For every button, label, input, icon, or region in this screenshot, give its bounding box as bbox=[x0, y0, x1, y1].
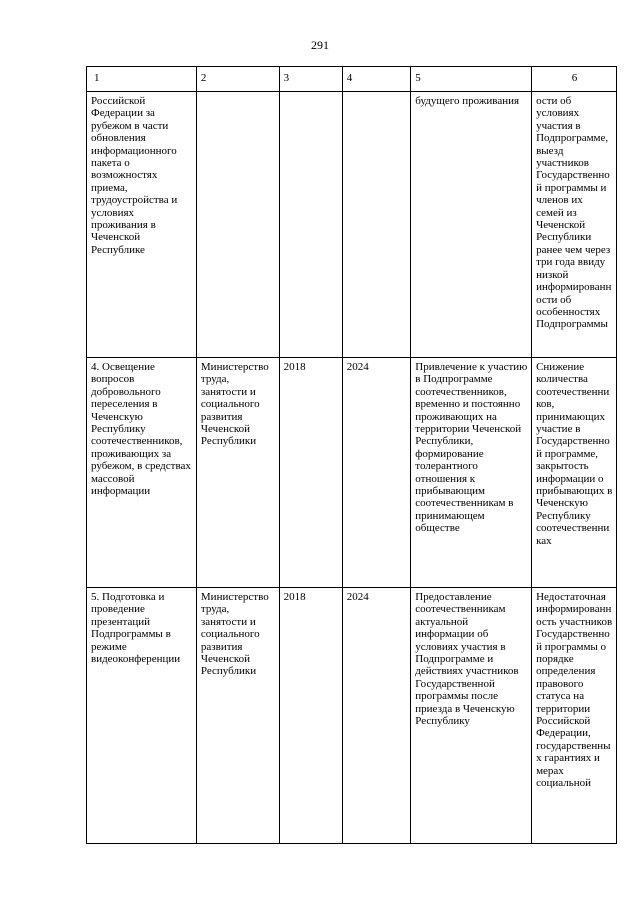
column-header-3: 3 bbox=[279, 67, 342, 92]
column-header-4: 4 bbox=[342, 67, 411, 92]
cell-measure: Российской Федерации за рубежом в части обновления информационного пакета о возможностях приема, трудоустройства и условиях проживания в Чеченской Республике bbox=[87, 92, 197, 358]
column-header-1: 1 bbox=[87, 67, 197, 92]
cell-executor: Министерство труда, занятости и социального развития Чеченской Республики bbox=[196, 358, 279, 588]
column-header-2: 2 bbox=[196, 67, 279, 92]
table-row bbox=[87, 358, 617, 588]
cell-expected-result: Привлечение к участию в Подпрограмме соотечественников, временно и постоянно проживающих на территории Чеченской Республики, формирование толерантного отношения к прибывающим соотечественникам в принимающем обществе bbox=[411, 358, 532, 588]
cell-end-year bbox=[342, 92, 411, 358]
cell-consequences: Недостаточная информированность участников Государственной программы о порядке определения правового статуса на территории Российской Федерации, государственных гарантиях и мерах социальной bbox=[532, 588, 617, 844]
cell-consequences: ости об условиях участия в Подпрограмме, выезд участников Государственной программы и членов их семей из Чеченской Республики ранее чем через три года ввиду низкой информированности об особенностях Подпрограммы bbox=[532, 92, 617, 358]
table-row bbox=[87, 92, 617, 358]
column-header-6: 6 bbox=[532, 67, 617, 92]
cell-measure: 5. Подготовка и проведение презентаций Подпрограммы в режиме видеоконференции bbox=[87, 588, 197, 844]
cell-end-year: 2024 bbox=[342, 358, 411, 588]
cell-expected-result: Предоставление соотечественникам актуальной информации об условиях участия в Подпрограмме и действиях участников Государственной программы после приезда в Чеченскую Республику bbox=[411, 588, 532, 844]
cell-consequences: Снижение количества соотечественников, принимающих участие в Государственной программе, закрытость информации о прибывающих в Чеченскую Республику соотечественниках bbox=[532, 358, 617, 588]
cell-executor: Министерство труда, занятости и социального развития Чеченской Республики bbox=[196, 588, 279, 844]
table-header-row bbox=[87, 67, 617, 92]
column-header-5: 5 bbox=[411, 67, 532, 92]
cell-measure: 4. Освещение вопросов добровольного переселения в Чеченскую Республику соотечественников, проживающих за рубежом, в средствах массовой информации bbox=[87, 358, 197, 588]
page-number: 291 bbox=[311, 38, 329, 52]
cell-start-year: 2018 bbox=[279, 588, 342, 844]
table-row bbox=[87, 588, 617, 844]
cell-expected-result: будущего проживания bbox=[411, 92, 532, 358]
cell-end-year: 2024 bbox=[342, 588, 411, 844]
cell-start-year bbox=[279, 92, 342, 358]
cell-executor bbox=[196, 92, 279, 358]
measures-table bbox=[86, 66, 617, 844]
cell-start-year: 2018 bbox=[279, 358, 342, 588]
